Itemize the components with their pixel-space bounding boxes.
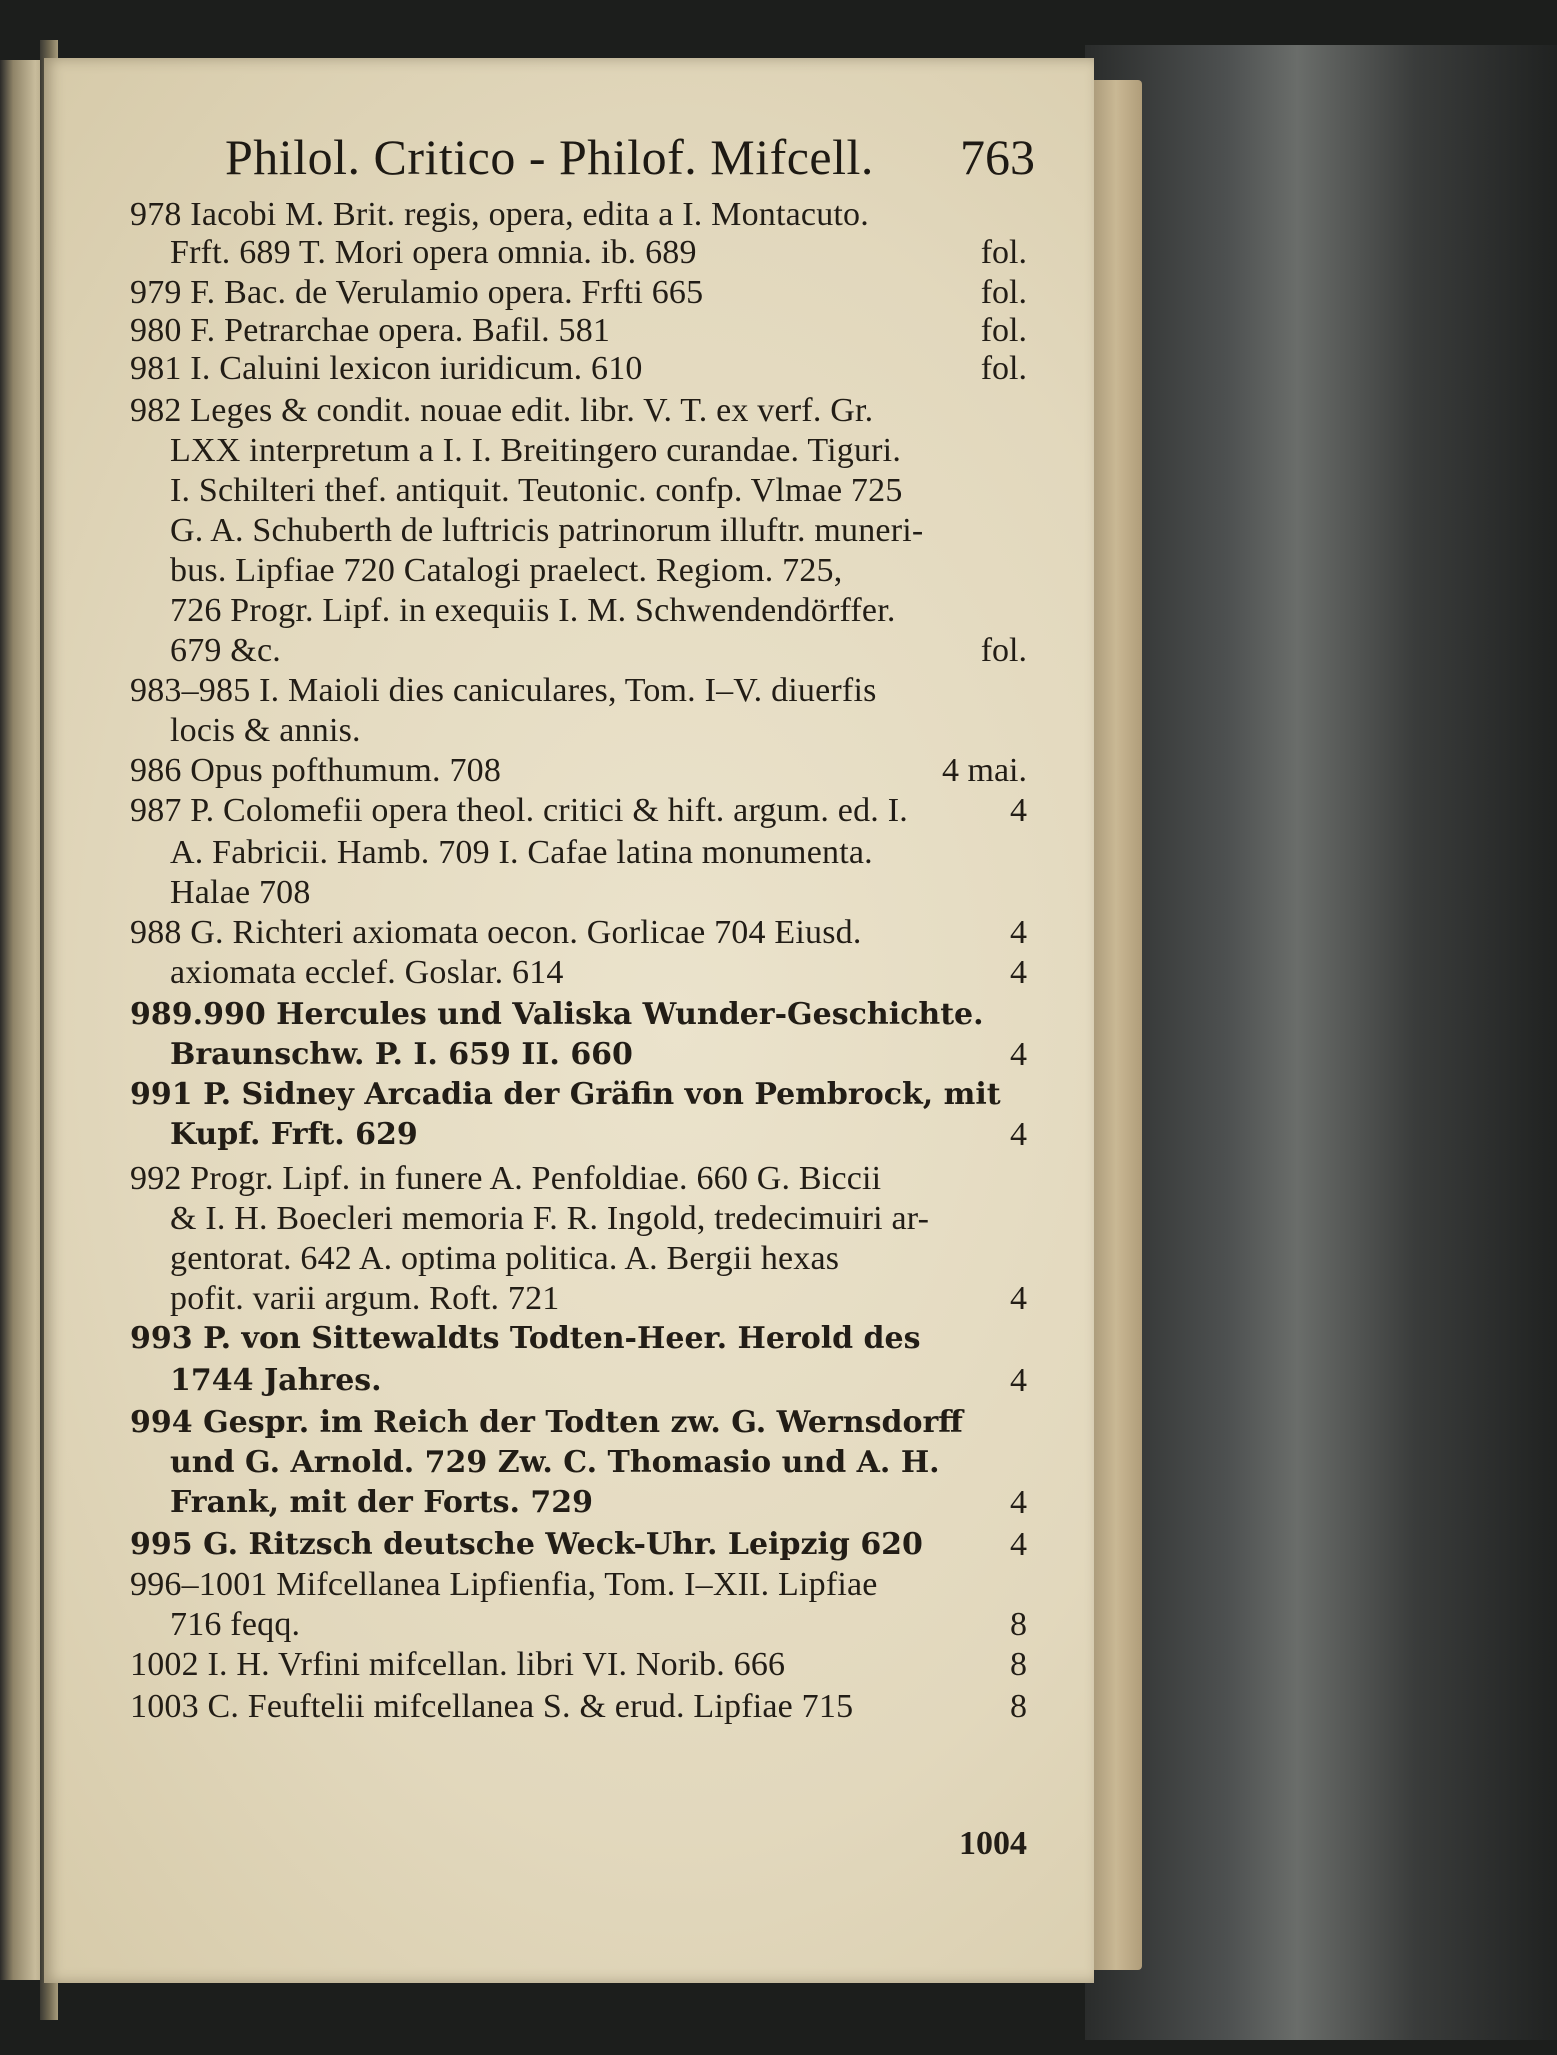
format-label: 4 — [1010, 1526, 1027, 1563]
entry-line: 726 Progr. Lipf. in exequiis I. M. Schwendendörffer. — [170, 592, 896, 629]
entry-line: 981 I. Caluini lexicon iuridicum. 610 — [130, 350, 643, 387]
format-label: fol. — [980, 632, 1027, 669]
entry-line: pofit. varii argum. Roft. 721 — [170, 1280, 560, 1317]
format-label: 4 — [1010, 1362, 1027, 1399]
entry-line: 1003 C. Feuftelii mifcellanea S. & erud. Lipfiae 715 — [130, 1688, 854, 1725]
format-label: fol. — [980, 350, 1027, 387]
entry-line: locis & annis. — [170, 712, 361, 749]
format-label: 4 — [1010, 1036, 1027, 1073]
entry-line: und G. Arnold. 729 Zw. C. Thomasio und A. H. — [170, 1445, 940, 1480]
format-label: 4 — [1010, 1280, 1027, 1317]
entry-line: & I. H. Boecleri memoria F. R. Ingold, tredecimuiri ar- — [170, 1200, 930, 1237]
running-title: Philol. Critico - Philof. Mifcell. — [225, 129, 874, 185]
entry-line: axiomata ecclef. Goslar. 614 — [170, 954, 564, 991]
entry-line: LXX interpretum a I. I. Breitingero curandae. Tiguri. — [170, 432, 902, 469]
entry-line: 988 G. Richteri axiomata oecon. Gorlicae 704 Eiusd. — [130, 914, 862, 951]
entry-line: 983–985 I. Maioli dies caniculares, Tom. I–V. diuerfis — [130, 672, 877, 709]
entry-line: 982 Leges & condit. nouae edit. libr. V. T. ex verf. Gr. — [130, 392, 874, 429]
format-label: 4 — [1010, 1484, 1027, 1521]
entry-line: 996–1001 Mifcellanea Lipfienfia, Tom. I–XII. Lipfiae — [130, 1566, 878, 1603]
entry-line: bus. Lipfiae 720 Catalogi praelect. Regiom. 725, — [170, 552, 843, 589]
format-label: 8 — [1010, 1606, 1027, 1643]
entry-line: 987 P. Colomefii opera theol. critici & hift. argum. ed. I. — [130, 792, 908, 829]
format-label: 8 — [1010, 1646, 1027, 1683]
entry-line: gentorat. 642 A. optima politica. A. Bergii hexas — [170, 1240, 840, 1277]
entry-line: 991 P. Sidney Arcadia der Gräfin von Pembrock, mit — [130, 1077, 1001, 1112]
page-number: 763 — [960, 129, 1035, 185]
entry-line: 994 Gespr. im Reich der Todten zw. G. Wernsdorff — [130, 1405, 963, 1440]
entry-line: 979 F. Bac. de Verulamio opera. Frfti 665 — [130, 274, 704, 311]
format-label: 4 — [1010, 792, 1027, 829]
entry-line: 1744 Jahres. — [170, 1363, 382, 1398]
entry-line: Kupf. Frft. 629 — [170, 1117, 418, 1152]
entry-line: Halae 708 — [170, 874, 311, 911]
format-label: 4 — [1010, 1116, 1027, 1153]
entry-line: I. Schilteri thef. antiquit. Teutonic. confp. Vlmae 725 — [170, 472, 903, 509]
catchword: 1004 — [959, 1825, 1027, 1862]
format-label: fol. — [980, 274, 1027, 311]
entry-line: 1002 I. H. Vrfini mifcellan. libri VI. Norib. 666 — [130, 1646, 786, 1683]
entry-line: 986 Opus pofthumum. 708 — [130, 752, 502, 789]
entry-line: Frft. 689 T. Mori opera omnia. ib. 689 — [170, 234, 697, 271]
entry-line: Frank, mit der Forts. 729 — [170, 1485, 593, 1520]
format-label: 8 — [1010, 1688, 1027, 1725]
entry-line: 989.990 Hercules und Valiska Wunder-Geschichte. — [130, 997, 984, 1032]
entry-line: A. Fabricii. Hamb. 709 I. Cafae latina monumenta. — [170, 834, 873, 871]
entry-line: 679 &c. — [170, 632, 281, 669]
entry-line: 995 G. Ritzsch deutsche Weck-Uhr. Leipzig 620 — [130, 1527, 923, 1562]
entry-line: 716 feqq. — [170, 1606, 301, 1643]
entry-line: 980 F. Petrarchae opera. Bafil. 581 — [130, 312, 611, 349]
entry-line: 978 Iacobi M. Brit. regis, opera, edita a I. Montacuto. — [130, 196, 869, 233]
format-label: fol. — [980, 312, 1027, 349]
format-label: fol. — [980, 234, 1027, 271]
format-label: 4 — [1010, 914, 1027, 951]
entry-line: 992 Progr. Lipf. in funere A. Penfoldiae. 660 G. Biccii — [130, 1160, 882, 1197]
entry-line: 993 P. von Sittewaldts Todten-Heer. Herold des — [130, 1321, 921, 1356]
format-label: 4 mai. — [942, 752, 1027, 789]
entry-line: G. A. Schuberth de luftricis patrinorum illuftr. muneri- — [170, 512, 924, 549]
entry-line: Braunschw. P. I. 659 II. 660 — [170, 1037, 633, 1072]
format-label: 4 — [1010, 954, 1027, 991]
